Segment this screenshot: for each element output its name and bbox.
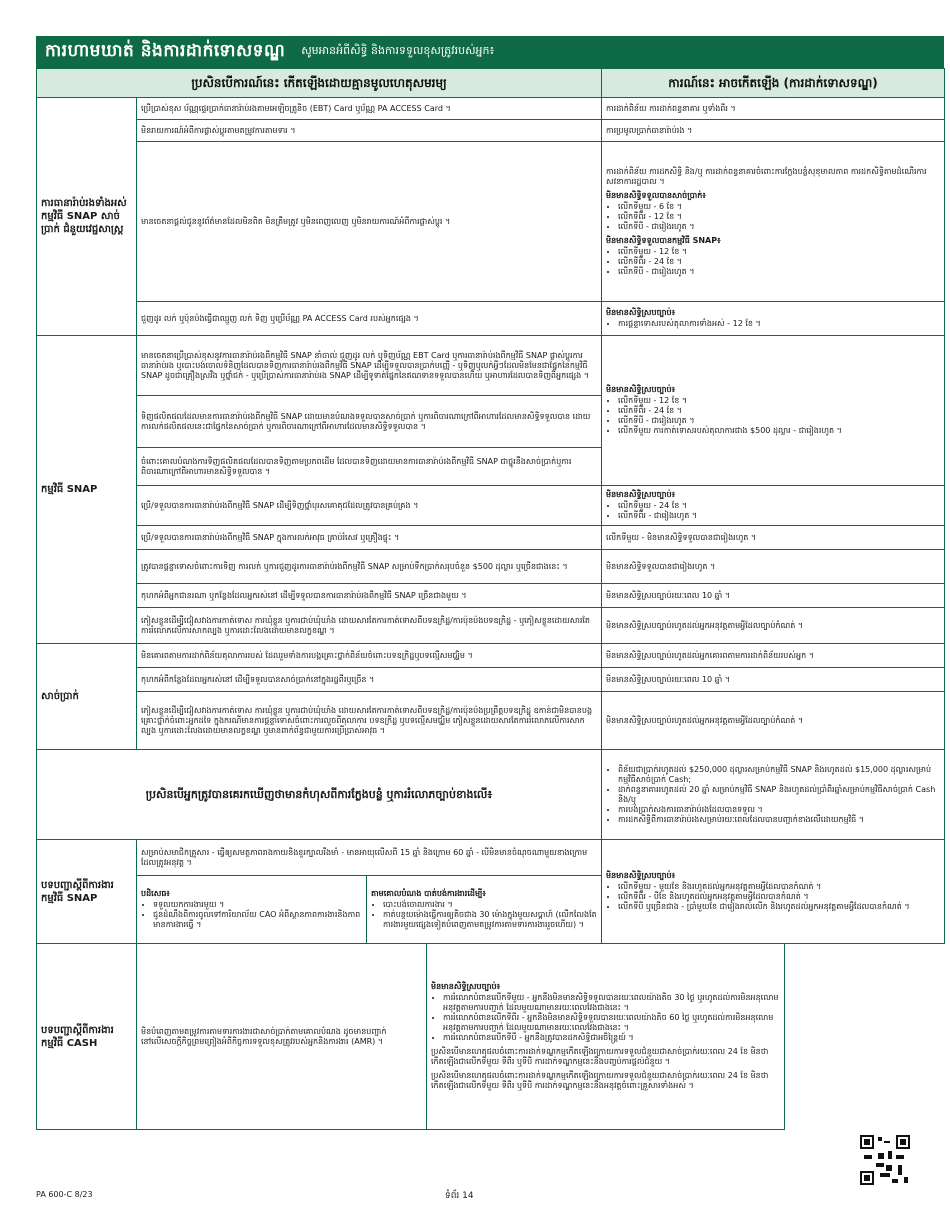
penalty-cell: មិនមានសិទ្ធិស្របច្បាប់រយៈពេល 10 ឆ្នាំ ។ — [602, 668, 945, 692]
list-item: • លើកទីបី ឬច្រើនជាង - ប្រាំមួយខែ ជារៀងរាល់លើក និងរហូតដល់អ្នកអនុវត្តតាមអ្វីដែលបានកំណត់ ។ — [618, 902, 940, 912]
note: ប្រសិនបើមានហេតុផលចំពោះការដាក់ទណ្ឌកម្មកើតឡើងក្រោយការទទួលជំនួយជាសាច់ប្រាក់រយៈពេល 24 ខែ មិនថាកើតឡើងជាលើកទីមួយ ទីពីរ ឬទីបី ការដាក់ទណ្ឌកម្មនេះនឹងបញ្ចប់ការផ្តល់ជំនួយ ។ — [431, 1047, 769, 1066]
condition-cell: កុហកអំពីអ្នកជានរណា ឬកន្លែងដែលអ្នករស់នៅ ដើម្បីទទួលបានការធានារ៉ាប់រងពីកម្មវិធី SNAP ច្រើនជាងមួយ ។ — [137, 584, 602, 608]
condition-cell: ជួញដូរ លក់ ឬប៉ុនប៉ងធ្វើជាឈ្មួញ លក់ ទិញ ឬប្រើប័ណ្ណ PA ACCESS Card របស់អ្នកផ្សេង ។ — [137, 302, 602, 336]
penalty-cell: មិនមានសិទ្ធិស្របច្បាប់រយៈពេល 10 ឆ្នាំ ។ — [602, 584, 945, 608]
penalty-cell — [602, 486, 945, 526]
list-item: • ការរំលោភបំពានលើកទីមួយ - អ្នកនឹងមិនមានសិទ្ធិទទួលបានរយៈពេលយ៉ាងតិច 30 ថ្ងៃ ឬរហូតដល់ការមិនអនុលោមអនុវត្តតាមការបញ្ជាក់ ដែលមួយណាមានរយៈពេលវែងជាងនេះ ។ — [443, 993, 780, 1013]
column-header-penalty: ការណ៍នេះ អាចកើតឡើង (ការដាក់ទោសទណ្ឌ) — [602, 69, 945, 98]
refuse-heading: បដិសេធ៖ — [141, 889, 170, 898]
penalty-cell — [602, 302, 945, 336]
penalty-heading: មិនមានសិទ្ធិស្របច្បាប់៖ — [606, 385, 676, 394]
list-item: • លើកទីពីរ - 24 ខែ ។ — [618, 406, 940, 416]
penalty-list — [606, 247, 940, 277]
penalty-cell — [602, 840, 945, 944]
list-item: • ដាក់ពន្ធនាគាររហូតដល់ 20 ឆ្នាំ សម្រាប់កម្មវិធី SNAP និងរហូតដល់ប្រាំពីរឆ្នាំសម្រាប់កម្មវិធីសាច់ប្រាក់ Cash និង/ឬ — [618, 785, 940, 805]
list-item: • ការបង់ប្រាក់សងការធានារ៉ាប់រងដែលបានទទួល ។ — [618, 805, 940, 815]
penalty-heading: មិនមានសិទ្ធិទទួលបានសាច់ប្រាក់៖ — [606, 190, 706, 200]
penalty-list — [606, 501, 940, 521]
form-id: PA 600-C 8/23 — [36, 1190, 93, 1199]
penalty-list — [606, 319, 940, 329]
penalty-cell — [602, 336, 945, 486]
penalty-cell — [602, 142, 945, 302]
list-item: • លើកទីមួយ - មួយខែ និងរហូតដល់អ្នកអនុវត្តតាមអ្វីដែលបានកំណត់ ។ — [618, 882, 940, 892]
penalty-list — [606, 396, 940, 436]
list-item: • ការផ្តន្ទាទោសរបស់តុលាការទាំងអស់ - 12 ខែ ។ — [618, 319, 940, 329]
list-item: • លើកទីមួយ ការកាត់ទោសរបស់តុលាការជាង $500 ដុល្លារ - ជារៀងរហូត ។ — [618, 426, 940, 436]
refuse-cell — [137, 876, 367, 944]
penalty-cell: មិនមានសិទ្ធិទទួលបានជារៀងរហូត ។ — [602, 550, 945, 584]
list-item: • ពិន័យជាប្រាក់រហូតដល់ $250,000 ដុល្លារសម្រាប់កម្មវិធី SNAP និងរហូតដល់ $15,000 ដុល្លារសម្រាប់កម្មវិធីសាច់ប្រាក់ Cash; — [618, 765, 940, 785]
fraud-condition: ប្រសិនបើអ្នកត្រូវបានគេរកឃើញថាមានកំហុសពីការក្លែងបន្លំ ឬការរំលោភច្បាប់ខាងលើ៖ — [37, 750, 602, 840]
penalty-cell: ការប្រមូលប្រាក់ធានារ៉ាប់រង ។ — [602, 120, 945, 142]
condition-cell: សម្រាប់សមាជិកគ្រួសារ - ធ្វើឲ្យសមត្ថភាពរាងកាយនិងខួរក្បាលរឹងមាំ - មានអាយុលើសពី 15 ឆ្នាំ និងក្រោម 60 ឆ្នាំ - បើមិនមានចំណុចណាមួយខាងក្រោមដែលត្រូវអនុវត្ត ។ — [137, 840, 602, 876]
condition-cell: ប្រើប្រាស់ខុស ប័ណ្ណផ្ទេរប្រាក់ធានារ៉ាប់រងតាមអេឡិចត្រូនិច (EBT) Card ឬប័ណ្ណ PA ACCESS Card ។ — [137, 98, 602, 120]
penalty-heading: មិនមានសិទ្ធិស្របច្បាប់៖ — [431, 982, 501, 991]
penalty-heading: មិនមានសិទ្ធិទទួលបានកម្មវិធី SNAP៖ — [606, 235, 721, 245]
choose-heading: តាមគោលបំណង បាត់បង់ការងារដើម្បី៖ — [371, 889, 486, 898]
list-item: • លើកទីមួយ - 12 ខែ ។ — [618, 247, 940, 257]
condition-cell: កុហកអំពីកន្លែងដែលអ្នករស់នៅ ដើម្បីទទួលបានសាច់ប្រាក់នៅក្នុងរដ្ឋពីរឬច្រើន ។ — [137, 668, 602, 692]
condition-cell: ប្រើ/ទទួលបានការធានារ៉ាប់រងពីកម្មវិធី SNAP ក្នុងការលក់អាវុធ គ្រាប់រំសេវ ឬគ្រឿងផ្ទុះ ។ — [137, 526, 602, 550]
qr-code-icon — [860, 1135, 910, 1185]
category-label: បទបញ្ជាស្តីពីការងារ កម្មវិធី CASH — [37, 944, 137, 1130]
list-item: • ទទួលយកការងារមួយ ។ — [153, 900, 362, 910]
list-item: • លើកទីពីរ - ជារៀងរហូត ។ — [618, 511, 940, 521]
column-header-condition: ប្រសិនបើការណ៍នេះ កើតឡើងដោយគ្មានមូលហេតុសមរម្យ — [37, 69, 602, 98]
list-item: • លើកទីបី - ជារៀងរហូត ។ — [618, 416, 940, 426]
sanctions-table — [36, 68, 945, 944]
list-item: • លើកទីមួយ - 24 ខែ ។ — [618, 501, 940, 511]
category-label: ការធានារ៉ាប់រងទាំងអស់ កម្មវិធី SNAP សាច់ប្រាក់ ជំនួយវេជ្ជសាស្ត្រ — [37, 98, 137, 336]
penalty-heading: មិនមានសិទ្ធិស្របច្បាប់៖ — [606, 871, 676, 880]
penalty-cell: មិនមានសិទ្ធិស្របច្បាប់រហូតដល់អ្នកអនុវត្តតាមអ្វីដែលច្បាប់កំណត់ ។ — [602, 608, 945, 644]
condition-cell: មិនបំពេញតាមតម្រូវការតាមទារការងារជាសាច់ប្រាក់តាមគោលបំណង ដូចមានបញ្ជាក់នៅលើសេចក្តីកិច្ចព្រមព្រៀងអំពីកិច្ចការទទួលខុសត្រូវរបស់អ្នកនិងការងារ (AMR) ។ — [137, 944, 427, 1130]
list-item: • ការរំលោភបំពានលើកទីបី - អ្នកនឹងត្រូវបានដកសិទ្ធិជាអចិន្ត្រៃយ៍ ។ — [443, 1033, 780, 1043]
cash-work-table — [36, 943, 785, 1130]
page-number: ទំព័រ 14 — [445, 1191, 474, 1201]
condition-cell: មិនរាយការណ៍អំពីការផ្លាស់ប្តូរតាមតម្រូវការតាមទារ ។ — [137, 120, 602, 142]
penalty-list — [606, 202, 940, 232]
condition-cell: ភៀសខ្លួនដើម្បីជៀសវាងការកាត់ទោស ការឃុំខ្លួន ឬការជាប់ឃុំឃាំង ដោយសារតែការកាត់ទោសពីបទឧក្រិដ្ឋ/ការប៉ុនប៉ងប្រព្រឹត្តបទឧក្រិដ្ឋ ឧកាន់ជាមិនបានបង្កគ្រោះថ្នាក់ចំពោះអ្នកដទៃ ក្នុងករណីមានការផ្តន្ទាទោសចំពោះការលួចពីតុលាការ បទឧក្រិដ្ឋ ឬបទល្មើសមជ្ឈិម ភៀសខ្លួនដោយសារតែការរំលោភលើការសាកល្បង ឬការដោះលែងដោយមានលក្ខខណ្ឌ ឬមានពាក់ព័ន្ធជាមួយការប្រើប្រាស់អាវុធ ។ — [137, 692, 602, 750]
list-item: • លើកទីពីរ - បីខែ និងរហូតដល់អ្នកអនុវត្តតាមអ្វីដែលបានកំណត់ ។ — [618, 892, 940, 902]
title-bar — [36, 36, 944, 68]
list-item: • លើកទីពីរ - 12 ខែ ។ — [618, 212, 940, 222]
choose-list — [371, 900, 597, 930]
penalty-cell: មិនមានសិទ្ធិស្របច្បាប់រហូតដល់អ្នកគោរពតាមការដាក់ពិន័យរបស់អ្នក ។ — [602, 644, 945, 668]
category-label: កម្មវិធី SNAP — [37, 336, 137, 644]
note: ប្រសិនបើមានហេតុផលចំពោះការដាក់ទណ្ឌកម្មកើតឡើងក្រោយការទទួលជំនួយជាសាច់ប្រាក់រយៈពេល 24 ខែ មិនថាកើតឡើងជាលើកទីមួយ ទីពីរ ឬទីបី ការដាក់ទណ្ឌកម្មនេះនឹងអនុវត្តចំពោះគ្រួសារទាំងអស់ ។ — [431, 1071, 769, 1090]
condition-cell: មានចេតនាផ្តល់ជូននូវព័ត៌មានដែលមិនពិត មិនត្រឹមត្រូវ ឬមិនពេញលេញ ឬមិនរាយការណ៍អំពីការផ្លាស់ប្តូរ ។ — [137, 142, 602, 302]
page-subtitle: សូមអានអំពីសិទ្ធិ និងការទទួលខុសត្រូវរបស់អ្នក៖ — [301, 44, 495, 57]
list-item: • លើកទីបី - ជារៀងរហូត ។ — [618, 222, 940, 232]
penalty-list — [431, 993, 780, 1043]
penalty-cell — [427, 944, 785, 1130]
penalty-list — [606, 882, 940, 912]
category-label: សាច់ប្រាក់ — [37, 644, 137, 750]
list-item: • លើកទីមួយ - 6 ខែ ។ — [618, 202, 940, 212]
condition-cell: ទិញផលិតផលដែលមានការធានារ៉ាប់រងពីកម្មវិធី SNAP ដោយមានបំណងទទួលបានសាច់ប្រាក់ ឬការពិចារណាក្រៅពីអាហារដែលមានសិទ្ធិទទួលបាន ដោយការលក់ផលិតផលនេះជាផ្នែកនៃសាច់ប្រាក់ ឬការពិចារណាក្រៅពីអាហារដែលមានសិទ្ធិទទួលបាន ។ — [137, 396, 602, 448]
list-item: • ជូនដំណឹងពីការចូលទៅការិយាល័យ CAO អំពីស្ថានភាពការងារនិងភាពមានការងារធ្វើ ។ — [153, 910, 362, 930]
list-item: • បោះបង់ចោលការងារ ។ — [383, 900, 597, 910]
page — [36, 36, 944, 1130]
list-item: • ការដកសិទ្ធិពីការធានារ៉ាប់រងសម្រាប់រយៈពេលដែលបានបញ្ជាក់ខាងលើដោយកម្មវិធី ។ — [618, 815, 940, 825]
list-item: • លើកទីពីរ - 24 ខែ ។ — [618, 257, 940, 267]
list-item: • ការរំលោភបំពានលើកទីពីរ - អ្នកនឹងមិនមានសិទ្ធិទទួលបានរយៈពេលយ៉ាងតិច 60 ថ្ងៃ ឬរហូតដល់ការមិនអនុលោមអនុវត្តតាមការបញ្ជាក់ ដែលមួយណាមានរយៈពេលវែងជាងនេះ ។ — [443, 1013, 780, 1033]
list-item: • លើកទីមួយ - 12 ខែ ។ — [618, 396, 940, 406]
condition-cell: ប្រើ/ទទួលបានការធានារ៉ាប់រងពីកម្មវិធី SNAP ដើម្បីទិញថ្នាំបុរសគោគុជដែលត្រូវបានគ្រប់គ្រង ។ — [137, 486, 602, 526]
list-item: • លើកទីបី - ជារៀងរហូត ។ — [618, 267, 940, 277]
choose-cell — [367, 876, 602, 944]
penalty-cell: ការដាក់ពិន័យ ការដាក់ពន្ធនាគារ ឬទាំងពីរ ។ — [602, 98, 945, 120]
condition-cell: ភៀសខ្លួនដើម្បីជៀសវាងការកាត់ទោស ការឃុំខ្លួន ឬការជាប់ឃុំឃាំង ដោយសារតែការកាត់ទោសពីបទឧក្រិដ្ឋ/ការប៉ុនប៉ងបទឧក្រិដ្ឋ - ឬភៀសខ្លួនដោយសារតែការរំលោភលើការសាកល្បង ឬការដោះលែងដោយមានលក្ខខណ្ឌ ។ — [137, 608, 602, 644]
list-item: • កាត់បន្ថយម៉ោងធ្វើការឲ្យតិចជាង 30 ម៉ោងក្នុងមួយសប្តាហ៍ (លើកលែងតែការងារមួយផ្សេងទៀតបំពេញតាមតម្រូវការតាមទារការងាររួចហើយ) ។ — [383, 910, 597, 930]
condition-cell: មានចេតនាប្រើប្រាស់ខុសនូវការធានារ៉ាប់រងពីកម្មវិធី SNAP នាំចាល់ ជួញដូរ លក់ ឬទិញប័ណ្ណ EBT Card ឬការធានារ៉ាប់រងពីកម្មវិធី SNAP ផ្លាស់ប្តូរការធានារ៉ាប់រង ឬបោះបង់ចោលទំនិញដែលបានទិញការធានារ៉ាប់រងពីកម្មវិធី SNAP ដើម្បីទទួលបានប្រាក់បញ្ញើ - ឬទិញឬលក់អ្វីៗដែលមិនមែនជាផ្នែកនៃកម្មវិធី SNAP ដូចជាគ្រឿងស្រវឹង ឬថ្នាំជក់ - ឬប្រើប្រាស់ការធានារ៉ាប់រង SNAP ដើម្បីទូទាត់ផ្នែកនៃឥណទានទទួលបានហើយ ឬអាហារដែលបានទិញពីអ្នកផ្សេង ។ — [137, 336, 602, 396]
page-title: ការហាមឃាត់ និងការដាក់ទោសទណ្ឌ — [45, 40, 286, 61]
condition-cell: មិនគោរពតាមការដាក់ពិន័យតុលាការរបស់ ដែលរួមទាំងការបង្កគ្រោះថ្នាក់ពិន័យចំពោះបទឧក្រិដ្ឋឬបទល្មើសមជ្ឈិម ។ — [137, 644, 602, 668]
condition-cell: ត្រូវបានផ្តន្ទាទោសចំពោះការទិញ ការលក់ ឬការជួញដូរការធានារ៉ាប់រងពីកម្មវិធី SNAP សម្រាប់ទឹកប្រាក់សរុបចំនួន $500 ដុល្លារ ឬច្រើនជាងនេះ ។ — [137, 550, 602, 584]
penalty-cell: មិនមានសិទ្ធិស្របច្បាប់រហូតដល់អ្នកអនុវត្តតាមអ្វីដែលច្បាប់កំណត់ ។ — [602, 692, 945, 750]
penalty-heading: មិនមានសិទ្ធិស្របច្បាប់៖ — [606, 308, 676, 317]
penalty-cell — [602, 750, 945, 840]
condition-cell: ចំពោះគោលបំណងការទិញផលិតផលដែលបានទិញតាមប្រភពដើម ដែលបានទិញដោយមានការធានារ៉ាប់រងពីកម្មវិធី SNAP ជាថ្នូរនឹងសាច់ប្រាក់ឬការពិចារណាក្រៅពីអាហារមានសិទ្ធិទទួលបាន ។ — [137, 448, 602, 486]
refuse-list — [141, 900, 362, 930]
penalty-intro: ការដាក់ពិន័យ ការដកសិទ្ធិ និង/ឬ ការដាក់ពន្ធនាគារចំពោះការក្លែងបន្លំសុខុមាលភាព ការដកសិទ្ធិតាមដំណើរការសវនាការរដ្ឋបាល ។ — [606, 166, 927, 186]
penalty-heading: មិនមានសិទ្ធិស្របច្បាប់៖ — [606, 490, 676, 499]
category-label: បទបញ្ជាស្តីពីការងារ កម្មវិធី SNAP — [37, 840, 137, 944]
penalty-cell: លើកទីមួយ - មិនមានសិទ្ធិទទួលបានជារៀងរហូត ។ — [602, 526, 945, 550]
penalty-list — [606, 765, 940, 825]
